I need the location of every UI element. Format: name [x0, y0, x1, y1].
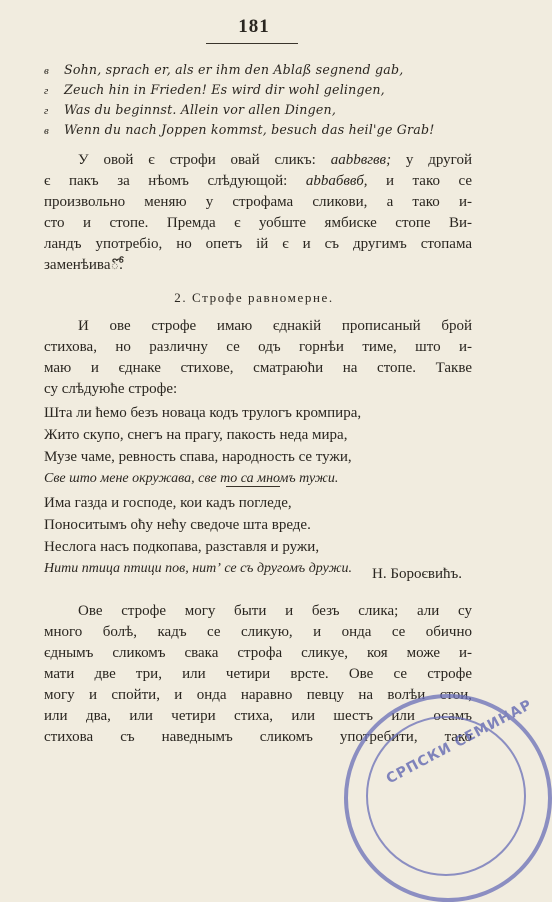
- text-line: Ове строфе могу быти и безъ слика; али су: [78, 603, 472, 619]
- verse-line: [44, 102, 336, 118]
- text-line: или два, или четири стиха, или шестъ или осамъ: [44, 708, 472, 724]
- text-line: маю и єднаке стихове, сматраюћи на стопе. Такве: [44, 360, 472, 376]
- text-line: мати две три, или четири врсте. Ове се строфе: [44, 666, 472, 682]
- verse-line: [44, 122, 435, 138]
- poem-line: Жито скупо, снегъ на прагу, пакость неда мира,: [44, 427, 348, 443]
- rhyme-tag: г: [44, 105, 49, 117]
- verse-line: [44, 62, 403, 78]
- poem-line: Поноситымъ оћу нећу сведоче шта вреде.: [44, 517, 311, 533]
- page-number: 181: [238, 16, 270, 37]
- verse-text: Was du beginnst. Allein vor allen Dingen,: [64, 102, 337, 117]
- verse-line: [44, 82, 385, 98]
- text-line: сто и стопе. Премда є уобште ямбиске стопе Ви-: [44, 215, 472, 231]
- poem-line: Нити птица птици пов, нитʼ се съ другомъ дружи.: [44, 561, 352, 576]
- poem-line: Музе чаме, ревность спава, народность се тужи,: [44, 449, 352, 465]
- verse-text: Wenn du nach Joppen kommst, besuch das heil'ge Grab!: [64, 122, 435, 137]
- rhyme-tag: в: [44, 65, 49, 77]
- paragraph-rhyme-scheme: [44, 150, 472, 276]
- paragraph-intro: [44, 316, 472, 400]
- text-line: єднымъ сликомъ свака строфа сликуе, коя може и-: [44, 645, 472, 661]
- library-stamp: [344, 694, 552, 902]
- text-line: много болѣ, кадъ се сликую, и онда се обично: [44, 624, 472, 640]
- text-line: И ове строфе имаю єднакій прописаный брой: [78, 318, 472, 334]
- header-rule: [206, 43, 298, 44]
- verse-text: Zeuch hin in Frieden! Es wird dir wohl gelingen,: [64, 82, 385, 97]
- poem-stanza-1: [44, 402, 474, 490]
- text-line: заменѣиваో.: [44, 257, 123, 273]
- author-signature: Н. Бороєвићъ.: [372, 566, 462, 582]
- rhyme-tag: в: [44, 125, 49, 137]
- text-line: стихова, но различну се одъ горнѣи тиме, што и-: [44, 339, 472, 355]
- text-line: стихова съ наведнымъ сликомъ употребити, тако: [44, 729, 472, 745]
- text-line: У овой є строфи овай сликъ: аabbвгвв; у другой: [78, 152, 472, 168]
- text-line: могу и спойти, и онда наравно певцу на волѣи стои,: [44, 687, 472, 703]
- text-line: произвольно меняю у строфама сликови, а тако и-: [44, 194, 472, 210]
- text-line: є пакъ за нѣомъ слѣдующой: аbbабввб, и тако се: [44, 173, 472, 189]
- poem-line: Шта ли ћемо безъ новаца кодъ трулогъ кромпира,: [44, 405, 362, 421]
- stamp-text: СРПСКИ СЕМИНАР: [383, 696, 536, 788]
- poem-line: Неслога насъ подкопава, разставля и ружи,: [44, 539, 320, 555]
- poem-line: Све што мене окружава, све то са мномъ тужи.: [44, 471, 339, 486]
- text-line: су слѣдуюће строфе:: [44, 381, 178, 397]
- stanza-divider: [226, 486, 280, 487]
- poem-line: Има газда и господе, кои кадъ погледе,: [44, 495, 292, 511]
- section-heading: 2. Строфе равномерне.: [174, 290, 334, 305]
- rhyme-tag: г: [44, 85, 49, 97]
- verse-text: Sohn, sprach er, als er ihm den Ablaß segnend gab,: [64, 62, 404, 77]
- text-line: ландъ употребіо, но опетъ ій є и съ другимъ стопама: [44, 236, 472, 252]
